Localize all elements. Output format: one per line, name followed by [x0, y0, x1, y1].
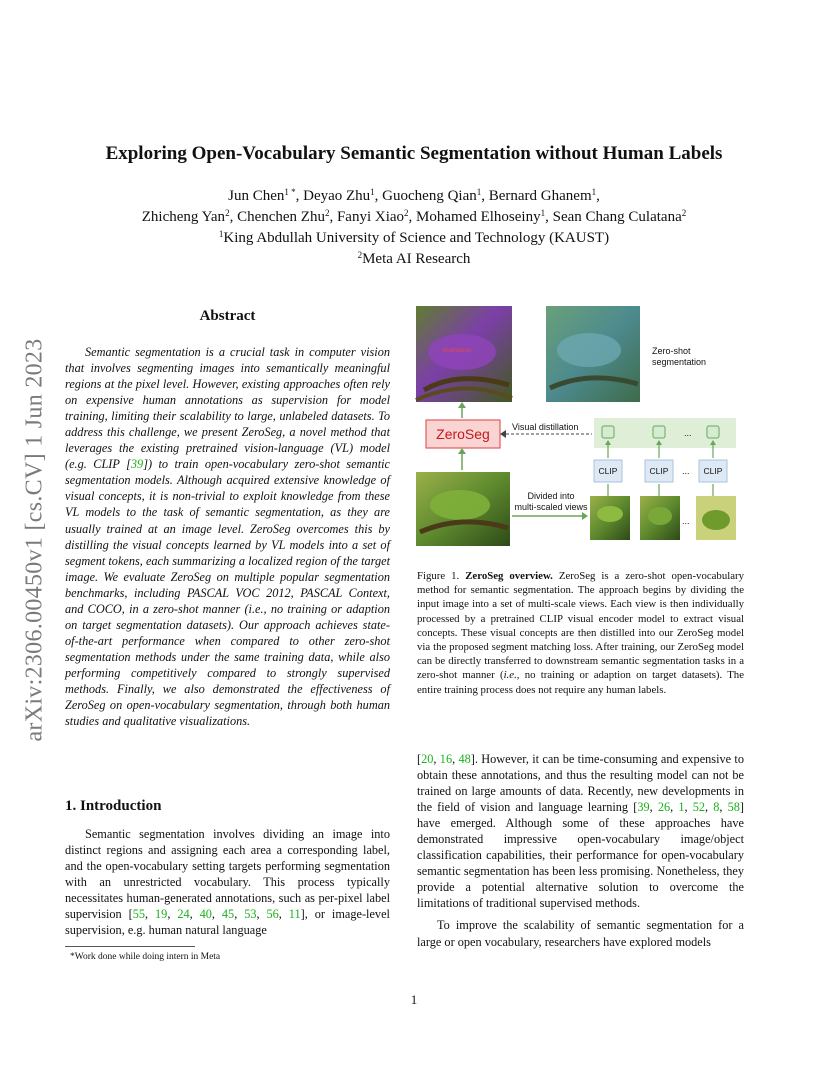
citation-link[interactable]: 58: [727, 800, 740, 815]
footnote: *Work done while doing intern in Meta: [70, 952, 221, 962]
footnote-rule: [65, 946, 195, 947]
divided-label-line2: multi-scaled views: [514, 502, 588, 512]
affiliation-2: $^2$Meta AI Research: [357, 250, 471, 267]
citation-link[interactable]: 26: [657, 800, 671, 815]
citation-link[interactable]: 19: [155, 907, 168, 922]
author-line-2: Zhicheng Yan$^2$, Chenchen Zhu$^2$, Fanyi Xiao$^2$, Mohamed Elhoseiny$^1$, Sean Chang Culatana$^2$: [141, 208, 687, 225]
author-line-1: Jun Chen$^{1 *}$, Deyao Zhu$^1$, Guocheng Qian$^1$, Bernard Ghanem$^1$,: [228, 187, 600, 204]
abstract-body: Semantic segmentation is a crucial task in computer vision that involves segmenting images into semantically meaningful regions at the pixel level. However, existing approaches often rely on expensive human annotations as supervision for model training, limiting their scalability to large, unlabeled datasets. To address this challenge, we present ZeroSeg, a novel method that leverages the existing pretrained vision-language (VL) model (e.g. CLIP [39]) to train open-vocabulary zero-shot semantic segmentation models. Although acquired extensive knowledge of visual concepts, it is non-trivial to exploit knowledge from these VL models to the task of semantic segmentation, as they are usually trained at an image level. ZeroSeg overcomes this by distilling the visual concepts learned by VL models into a set of segment tokens, each summarizing a localized region of the target image. We evaluate ZeroSeg on multiple popular segmentation benchmarks, including PASCAL VOC 2012, PASCAL Context, and COCO, in a zero-shot manner (i.e., no training or adaption on target segmentation datasets). Our approach achieves state-of-the-art performance when compared to other zero-shot segmentation methods under the same training data, while also performing competitively compared to strongly supervised methods. Finally, we also demonstrated the effectiveness of ZeroSeg on open-vocabulary segmentation, through both human studies and qualitative visualizations.: [65, 345, 390, 729]
segment-token: [602, 426, 614, 438]
author-name: Jun Chen: [228, 188, 285, 204]
ellipsis: ...: [682, 516, 690, 526]
right-column-body: [20, 16, 48]. However, it can be time-consuming and expensive to obtain these annotations, and thus the resulting model can not be trained on large amounts of data. Recently, new developments in the field of vision and language learning [39, 26, 1, 52, 8, 58] have emerged. Although some of these approaches have demonstrated impressive open-vocabulary image/object classification capabilities, their performance for open-vocabulary semantic segmentation has been less promising. Nonetheless, they provide a potential alternative solution to overcome the limitations of traditional supervised methods. To improve the scalability of semantic segmentation for a large or open vocabulary, researchers have explored models: [417, 752, 745, 949]
figure-caption: Figure 1. ZeroSeg overview. ZeroSeg is a zero-shot open-vocabulary method for semantic segmentation. The approach begins by dividing the input image into a set of multi-scale views. Each view is then individually processed by a pretrained CLIP visual encoder model to extract visual concepts. These visual concepts are then distilled into our ZeroSeg model via the proposed segment matching loss. After training, our ZeroSeg model can be directly transferred to downstream semantic segmentation tasks in a zero-shot manner (i.e., no training or adaption on target datasets). The entire training process does not require any human labels.: [417, 570, 745, 696]
author-name: Bernard Ghanem: [488, 188, 592, 204]
segment-token: [707, 426, 719, 438]
citation-link[interactable]: 48: [458, 752, 471, 766]
author-sup: 1: [591, 187, 597, 197]
citation-link[interactable]: 55: [132, 907, 146, 922]
citation-link[interactable]: 39: [130, 457, 144, 472]
citation-link[interactable]: 45: [221, 907, 235, 922]
citation-link[interactable]: 53: [244, 907, 257, 922]
clip-encoder: [699, 460, 727, 482]
multi-scale-view: [696, 496, 736, 540]
figure-1: [414, 300, 744, 550]
segment-class-tag: chameleon: [442, 348, 472, 354]
citation-link[interactable]: 52: [692, 800, 706, 815]
page-number: 1: [410, 992, 418, 1007]
affiliation-1: $^1$King Abdullah University of Science and Technology (KAUST): [218, 229, 610, 246]
citation-link[interactable]: 40: [199, 907, 212, 922]
divided-label-line1: Divided into: [527, 491, 575, 501]
svg-text:CLIP: CLIP: [598, 466, 618, 476]
author-name: Deyao Zhu: [303, 188, 371, 204]
ellipsis: ...: [684, 428, 692, 438]
author-sup: 2: [324, 208, 330, 218]
zeroseg-overview-diagram: [414, 300, 744, 550]
zero-shot-label-line1: Zero-shot: [652, 346, 691, 356]
segmentation-result-image: [416, 306, 512, 402]
segment-token: [653, 426, 665, 438]
author-name: Sean Chang Culatana: [552, 209, 682, 225]
introduction-body: Semantic segmentation involves dividing an image into distinct regions and assigning each area a corresponding label, and the open-vocabulary setting targets performing segmentation with an unrestricted vocabulary. This process typically necessitates human-generated annotations, such as per-pixel label supervision [55, 19, 24, 40, 45, 53, 56, 11], or image-level supervision, e.g. human natural language: [65, 827, 390, 938]
citation-link[interactable]: 39: [637, 800, 650, 815]
citation-link[interactable]: 20: [421, 752, 434, 766]
arxiv-identifier: arXiv:2306.00450v1 [cs.CV] 1 Jun 2023: [21, 338, 48, 742]
author-name: Mohamed Elhoseiny: [416, 209, 541, 225]
clip-encoder: [645, 460, 673, 482]
citation-link[interactable]: 1: [678, 800, 685, 815]
citation-link[interactable]: 11: [288, 907, 301, 922]
author-name: Chenchen Zhu: [237, 209, 325, 225]
svg-text:CLIP: CLIP: [649, 466, 669, 476]
author-sup: 2: [225, 208, 230, 218]
zero-shot-output-image: [546, 306, 640, 402]
arxiv-sidebar: [20, 300, 50, 780]
author-block: [60, 186, 768, 270]
author-sup: 1: [476, 187, 482, 197]
author-name: Fanyi Xiao: [336, 209, 405, 225]
author-sup: 1: [370, 187, 375, 197]
multi-scale-view: [640, 496, 680, 540]
citation-link[interactable]: 24: [177, 907, 190, 922]
zero-shot-label-line2: segmentation: [652, 357, 707, 367]
citation-link[interactable]: 8: [713, 800, 720, 815]
author-sup: 1: [540, 208, 546, 218]
section-heading-introduction: 1. Introduction: [65, 798, 162, 814]
input-image: [416, 472, 510, 546]
author-sup: 1 *: [284, 187, 296, 197]
author-name: Guocheng Qian: [382, 188, 477, 204]
paragraph: To improve the scalability of semantic segmentation for a large or open vocabulary, researchers have explored models: [417, 918, 744, 949]
citation-link[interactable]: 56: [266, 907, 279, 922]
svg-text:CLIP: CLIP: [703, 466, 723, 476]
visual-distillation-label: Visual distillation: [512, 422, 579, 432]
abstract-heading: Abstract: [199, 308, 256, 324]
author-sup: 2: [404, 208, 409, 218]
clip-encoder: [594, 460, 622, 482]
ellipsis: ...: [682, 466, 690, 476]
author-name: Zhicheng Yan: [141, 209, 226, 225]
zeroseg-model-box: [426, 420, 500, 448]
citation-link[interactable]: 16: [439, 752, 453, 766]
multi-scale-view: [590, 496, 630, 540]
author-sup: 2: [681, 208, 687, 218]
zeroseg-label: ZeroSeg: [436, 426, 490, 442]
paper-title: Exploring Open-Vocabulary Semantic Segmentation without Human Labels: [105, 143, 723, 164]
